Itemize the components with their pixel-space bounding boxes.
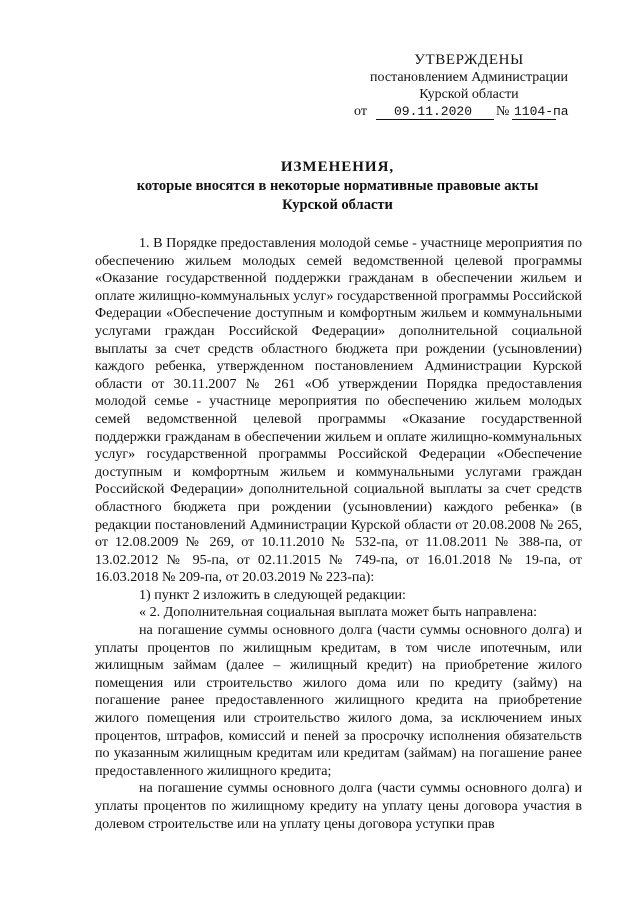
approval-line-2: Курской области <box>419 87 519 102</box>
heading-title: ИЗМЕНЕНИЯ, <box>280 159 395 175</box>
approval-line-1: постановлением Администрации <box>370 70 568 85</box>
date-prefix: от <box>354 104 367 119</box>
paragraph: « 2. Дополнительная социальная выплата может быть направлена: <box>139 604 538 621</box>
document-body <box>95 235 582 833</box>
heading-line-3: Курской области <box>282 197 393 213</box>
approval-date-row <box>354 103 584 121</box>
paragraph: на погашение суммы основного долга (части суммы основного долга) и уплаты процентов по жилищным кредитам, в том числе ипотечным, или жилищным займам (далее – жилищный кредит) на приобретение жилого помещения или строительство жилого дома или по кредиту (займу) на погашение ранее предоставленного жилищного кредита на приобретение жилого помещения или строительство жилого дома, за исключением иных процентов, штрафов, комиссий и пеней за просрочку исполнения обязательств по указанным жилищным кредитам или кредитам (займам) на погашение ранее предоставленного жилищного кредита; <box>95 622 582 779</box>
document-heading <box>95 158 580 215</box>
approval-date: 09.11.2020 <box>393 104 472 119</box>
approval-title: УТВЕРЖДЕНЫ <box>414 52 524 68</box>
paragraph: 1. В Порядке предоставления молодой семье - участнице мероприятия по обеспечению жильем молодых семей ведомственной целевой программы «Оказание государственной поддержки гражданам в обеспечении жильем и оплате жилищно-коммунальных услуг» государственной программы Российской Федерации «Обеспечение доступным и комфортным жильем и коммунальными услугами граждан Российской Федерации» дополнительной социальной выплаты за счет средств областного бюджета при рождении (усыновлении) каждого ребенка, утвержденном постановлением Администрации Курской области от 30.11.2007 № 261 «Об утверждении Порядка предоставления молодой семье - участнице мероприятия по обеспечению жильем молодых семей ведомственной целевой программы «Оказание государственной поддержки гражданам в обеспечении жильем и оплате жилищно-коммунальных услуг» государственной программы Российской Федерации «Обеспечение доступным и комфортным жильем и коммунальными услугами граждан Российской Федерации» дополнительной социальной выплаты за счет средств областного бюджета при рождении (усыновлении) каждого ребенка» (в редакции постановлений Администрации Курской области от 20.08.2008 № 265, от 12.08.2009 № 269, от 10.11.2010 № 532-па, от 11.08.2011 № 388-па, от 13.02.2012 № 95-па, от 02.11.2015 № 749-па, от 16.01.2018 № 19-па, от 16.03.2018 № 209-па, от 20.03.2019 № 223-па): <box>95 235 582 586</box>
paragraph: 1) пункт 2 изложить в следующей редакции: <box>139 586 406 603</box>
paragraph: на погашение суммы основного долга (части суммы основного долга) и уплаты процентов по жилищному кредиту на уплату цены договора участия в долевом строительстве или на уплату цены договора уступки прав <box>95 780 582 832</box>
number-underline <box>512 119 556 120</box>
date-underline <box>376 119 494 120</box>
approval-stamp <box>354 52 584 121</box>
number-prefix: № <box>496 104 510 119</box>
approval-number: 1104-па <box>514 104 569 119</box>
heading-line-2: которые вносятся в некоторые нормативные правовые акты <box>136 178 539 194</box>
